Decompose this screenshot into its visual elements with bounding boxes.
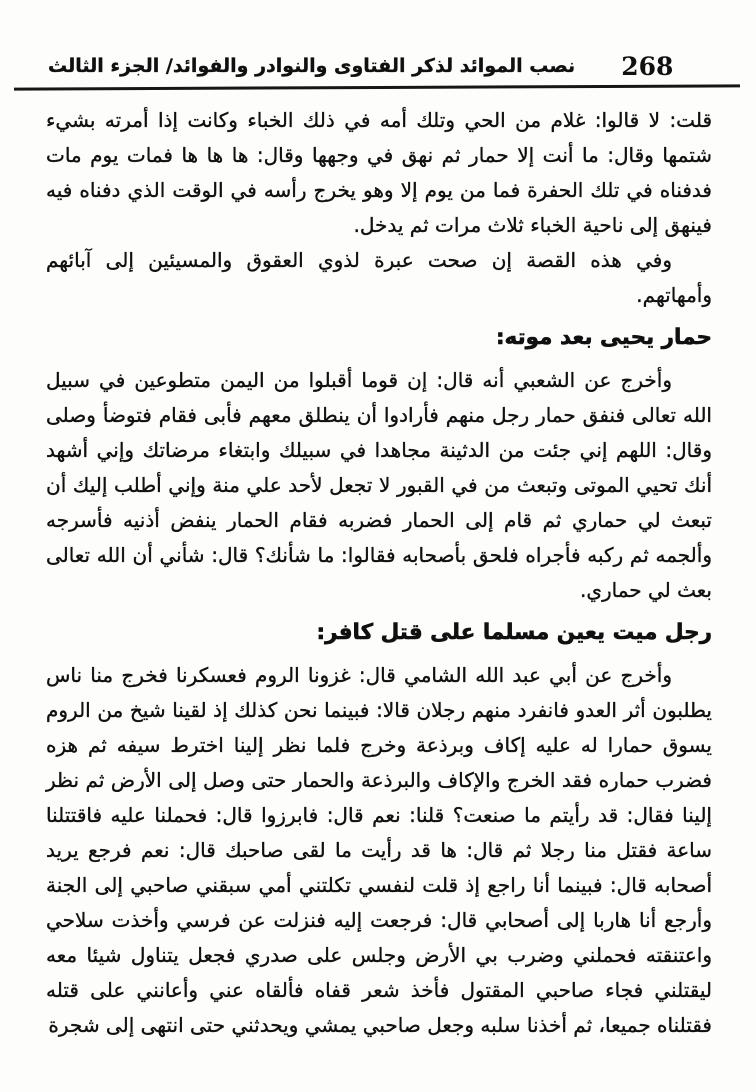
- running-header-title: نصب الموائد لذكر الفتاوى والنوادر والفوائد/ الجزء الثالث: [48, 55, 576, 77]
- content: [46, 103, 712, 1043]
- body-paragraph: وأخرج عن الشعبي أنه قال: إن قوما أقبلوا من اليمن متطوعين في سبيل الله تعالى فنفق حمار رجل منهم فأرادوا أن ينطلق معهم فأبى فقام فتوضأ وصلى وقال: اللهم إني جئت من الدثينة مجاهدا في سبيلك وابتغاء مرضاتك وإني أشهد أنك تحيي الموتى وتبعث من في القبور لا تجعل لأحد علي منة وإني أطلب إليك أن تبعث لي حماري ثم قام إلى الحمار فضربه فقام الحمار ينفض أذنيه فأسرجه وألجمه ثم ركبه فأجراه فلحق بأصحابه فقالوا: ما شأنك؟ قال: شأني أن الله تعالى بعث لي حماري.: [46, 368, 712, 602]
- running-header: [48, 52, 712, 81]
- section-heading: رجل ميت يعين مسلما على قتل كافر:: [316, 620, 712, 645]
- section-heading: حمار يحيى بعد موته:: [495, 325, 712, 350]
- body-paragraph: وأخرج عن أبي عبد الله الشامي قال: غزونا الروم فعسكرنا فخرج منا ناس يطلبون أثر العدو فانفرد منهم رجلان قالا: فبينما نحن كذلك إذ لقينا شيخ من الروم يسوق حمارا له عليه إكاف وبرذعة وخرج فلما نظر إلينا اخترط سيفه ثم هزه فضرب حماره فقد الخرج والإكاف والبرذعة والحمار حتى وصل إلى الأرض ثم نظر إلينا فقال: قد رأيتم ما صنعت؟ قلنا: نعم قال: فابرزوا قال: فحملنا عليه فاقتتلنا ساعة فقتل منا رجلا ثم قال: ها قد رأيت ما لقى صاحبك قال: نعم فرجع يريد أصحابه قال: فبينما أنا راجع إذ قلت لنفسي تكلتني أمي سبقني صاحبي إلى الجنة وأرجع أنا هاربا إلى أصحابي قال: فرجعت إليه فنزلت عن فرسي وأخذت سلاحي واعتنقته فحملني وضرب بي الأرض وجلس على صدري فجعل يتناول شيئا معه ليقتلني فجاء صاحبي المقتول فأخذ شعر قفاه فألقاه عني وأعانني على قتله فقتلناه جميعا، ثم أخذنا سلبه وجعل صاحبي يمشي ويحدثني حتى انتهى إلى شجرة: [46, 663, 712, 1037]
- page-number: 268: [621, 52, 674, 81]
- header-rule: [14, 84, 740, 90]
- body-paragraph: وفي هذه القصة إن صحت عبرة لذوي العقوق والمسيئين إلى آبائهم وأمهاتهم.: [46, 248, 712, 307]
- body-paragraph: قلت: لا قالوا: غلام من الحي وتلك أمه في ذلك الخباء وكانت إذا أمرته بشيء شتمها وقال: ما أنت إلا حمار ثم نهق في وجهها وقال: ها ها ها فمات يوم مات فدفناه في تلك الحفرة فما من يوم إلا وهو يخرج رأسه في الوقت الذي دفناه فيه فينهق إلى ناحية الخباء ثلاث مرات ثم يدخل.: [46, 108, 712, 237]
